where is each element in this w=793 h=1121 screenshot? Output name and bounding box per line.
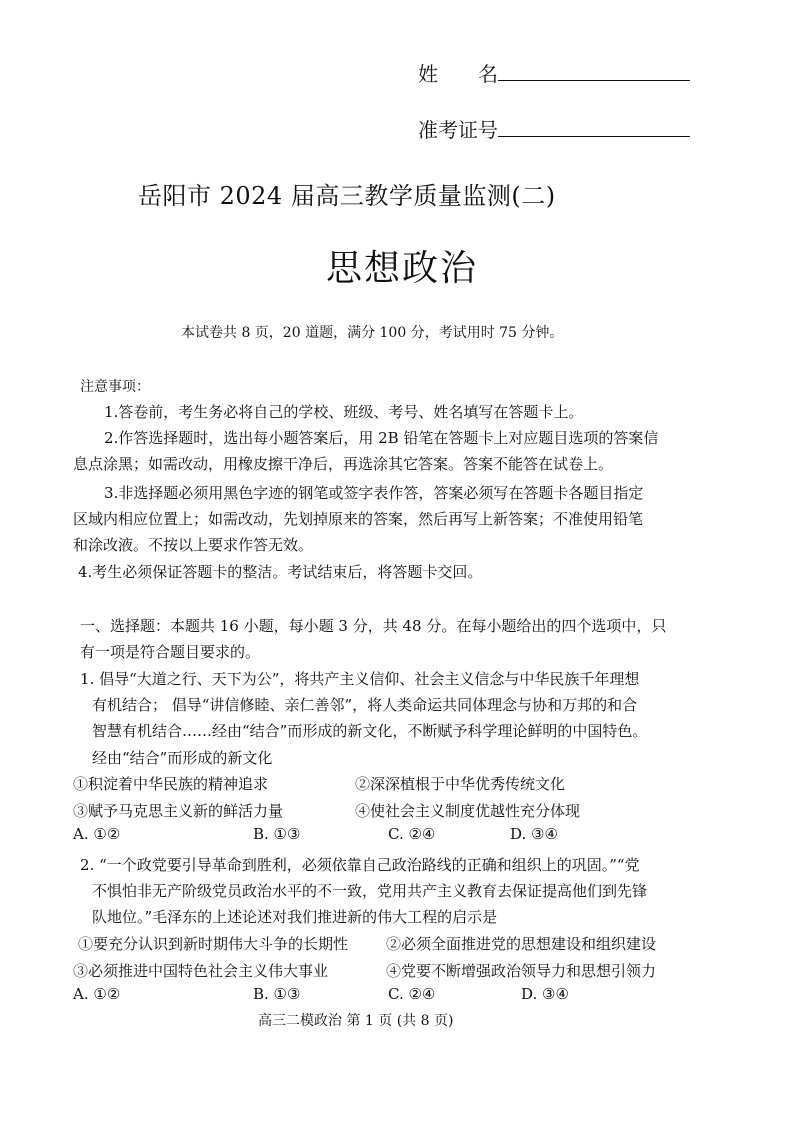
q2-option-a: A. ①② <box>73 985 121 1003</box>
exam-id-field <box>418 114 690 143</box>
q2-option-c: C. ②④ <box>388 985 436 1003</box>
question-1-stem: 有机结合； 倡导“讲信修睦、亲仁善邻”，将人类命运共同体理念与协和万邦的和合 <box>92 696 638 714</box>
q2-statement-3: ③必须推进中国特色社会主义伟大事业 <box>73 962 329 980</box>
question-1-stem: 智慧有机结合……经由“结合”而形成的新文化，不断赋予科学理论鲜明的中国特色。 <box>92 722 648 740</box>
exam-info: 本试卷共 8 页，20 道题，满分 100 分，考试用时 75 分钟。 <box>181 325 564 341</box>
notice-line: 1.答卷前，考生务必将自己的学校、班级、考号、姓名填写在答题卡上。 <box>104 403 584 421</box>
q1-statement-3: ③赋予马克思主义新的鲜活力量 <box>73 802 284 820</box>
question-1-stem: 1. 倡导“大道之行、天下为公”，将共产主义信仰、社会主义信念与中华民族千年理想 <box>80 670 640 688</box>
q2-statement-2: ②必须全面推进党的思想建设和组织建设 <box>386 935 657 953</box>
name-blank-line <box>498 60 690 81</box>
question-2-stem: 队地位。”毛泽东的上述论述对我们推进新的伟大工程的启示是 <box>92 908 498 926</box>
notice-line: 4.考生必须保证答题卡的整洁。考试结束后，将答题卡交回。 <box>78 563 483 581</box>
notice-line: 2.作答选择题时，选出每小题答案后，用 2B 铅笔在答题卡上对应题目选项的答案信 <box>104 429 659 447</box>
q1-statement-4: ④使社会主义制度优越性充分体现 <box>355 802 581 820</box>
q1-option-c: C. ②④ <box>388 825 436 843</box>
notice-line: 息点涂黑；如需改动，用橡皮擦干净后，再选涂其它答案。答案不能答在试卷上。 <box>73 455 614 473</box>
exam-id-label: 准考证号 <box>418 118 498 142</box>
notice-line: 区域内相应位置上；如需改动，先划掉原来的答案，然后再写上新答案；不准使用铅笔 <box>73 510 644 528</box>
notice-title: 注意事项： <box>80 379 150 395</box>
notice-line: 和涂改液。不按以上要求作答无效。 <box>73 536 314 554</box>
page-footer: 高三二模政治 第 1 页 (共 8 页) <box>258 1013 454 1029</box>
q2-option-d: D. ③④ <box>521 985 569 1003</box>
q1-option-d: D. ③④ <box>510 825 558 843</box>
name-field <box>418 58 690 87</box>
subject-title: 思想政治 <box>326 248 479 289</box>
question-2-stem: 不惧怕非无产阶级党员政治水平的不一致，党用共产主义教育去保证提高他们到先锋 <box>92 882 648 900</box>
q1-statement-1: ①积淀着中华民族的精神追求 <box>73 775 269 793</box>
q1-statement-2: ②深深植根于中华优秀传统文化 <box>355 775 566 793</box>
exam-id-blank-line <box>498 116 690 137</box>
section-heading-cont: 有一项是符合题目要求的。 <box>80 643 261 661</box>
question-2-stem: 2. “一个政党要引导革命到胜利，必须依靠自己政治路线的正确和组织上的巩固。”“党 <box>80 856 640 874</box>
question-1-stem: 经由“结合”而形成的新文化 <box>92 749 273 767</box>
q1-option-b: B. ①③ <box>253 825 301 843</box>
name-label: 姓 名 <box>418 62 498 86</box>
section-heading: 一、选择题：本题共 16 小题，每小题 3 分，共 48 分。在每小题给出的四个选项中，只 <box>80 617 667 635</box>
q2-statement-1: ①要充分认识到新时期伟大斗争的长期性 <box>78 935 349 953</box>
notice-line: 3.非选择题必须用黑色字迹的钢笔或签字表作答，答案必须写在答题卡各题目指定 <box>104 484 644 502</box>
q1-option-a: A. ①② <box>73 825 121 843</box>
q2-option-b: B. ①③ <box>253 985 301 1003</box>
q2-statement-4: ④党要不断增强政治领导力和思想引领力 <box>386 962 657 980</box>
exam-title: 岳阳市 2024 届高三教学质量监测(二) <box>138 182 556 210</box>
